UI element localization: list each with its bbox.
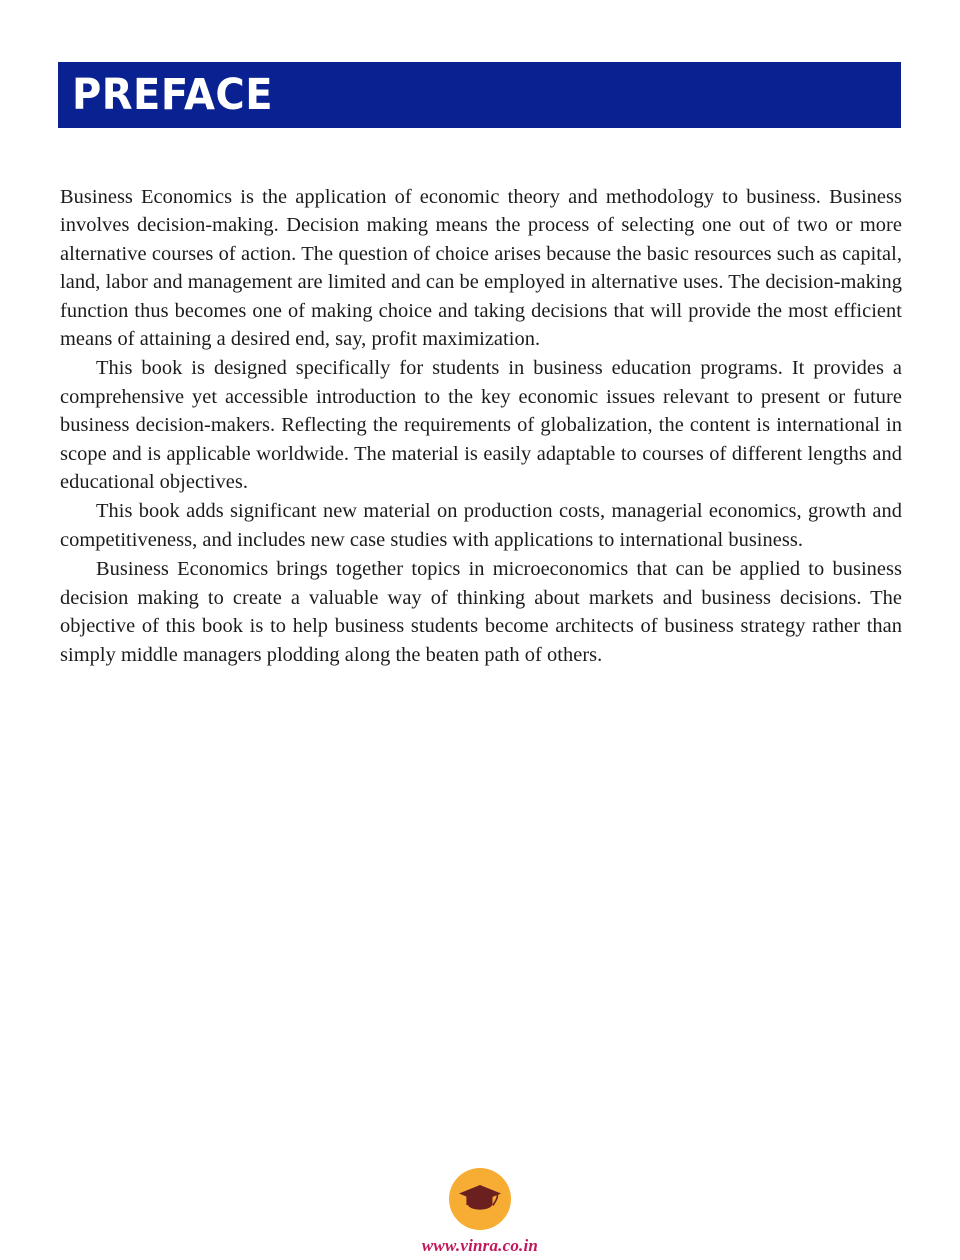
graduation-cap-icon	[458, 1182, 502, 1216]
paragraph-2: This book is designed specifically for students in business education programs. It provides a comprehensive yet accessible introduction to the key economic issues relevant to present or future business decision-makers. Reflecting the requirements of globalization, the content is international in scope and is applicable worldwide. The material is easily adaptable to courses of different lengths and educational objectives.	[60, 357, 902, 494]
paragraph-3: This book adds significant new material on production costs, managerial economics, growth and competitiveness, and includes new case studies with applications to international business.	[60, 500, 902, 551]
page-footer	[0, 1168, 960, 1256]
preface-body	[60, 183, 902, 669]
paragraph-1: Business Economics is the application of economic theory and methodology to business. Business involves decision-making. Decision making means the process of selecting one out of two or more alternative courses of action. The question of choice arises because the basic resources such as capital, land, labor and management are limited and can be employed in alternative uses. The decision-making function thus becomes one of making choice and taking decisions that will provide the most efficient means of attaining a desired end, say, profit maximization.	[60, 186, 902, 351]
publisher-logo	[449, 1168, 511, 1230]
page-title: PREFACE	[72, 69, 274, 120]
publisher-url[interactable]: www.vinra.co.in	[421, 1236, 539, 1255]
preface-header-banner	[58, 62, 901, 128]
paragraph-4: Business Economics brings together topics in microeconomics that can be applied to business decision making to create a valuable way of thinking about markets and business decisions. The objective of this book is to help business students become architects of business strategy rather than simply middle managers plodding along the beaten path of others.	[60, 558, 902, 666]
